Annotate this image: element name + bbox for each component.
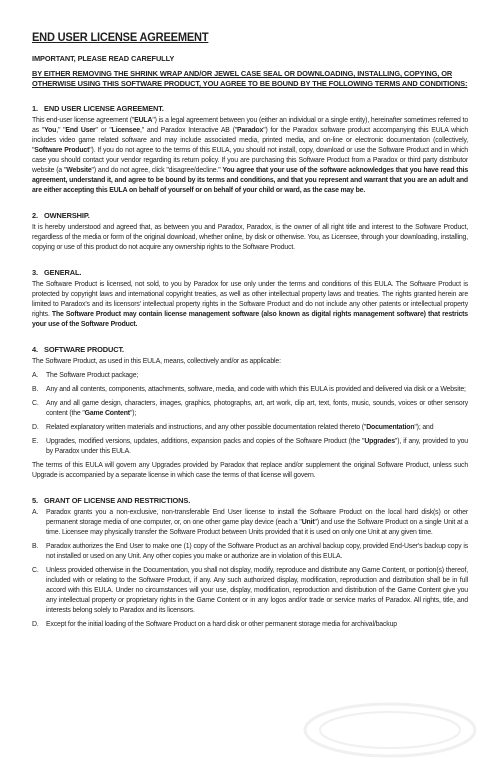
text-run: "); bbox=[129, 410, 137, 417]
defined-term: End User bbox=[65, 127, 96, 134]
item-text: Except for the initial loading of the Software Product on a hard disk or other permanent storage media for archival/backup bbox=[46, 621, 397, 628]
item-text bbox=[46, 423, 468, 433]
item-marker: B. bbox=[32, 543, 39, 550]
section-1 bbox=[32, 104, 468, 196]
defined-term: Documentation bbox=[366, 424, 415, 431]
section-number: 3. bbox=[32, 268, 38, 277]
section-number: 5. bbox=[32, 496, 38, 505]
item-marker: A. bbox=[32, 509, 39, 516]
text-run: ," and Paradox Interactive AB (" bbox=[139, 127, 238, 134]
section-4 bbox=[32, 345, 468, 481]
section-3 bbox=[32, 268, 468, 330]
section-title: OWNERSHIP. bbox=[44, 211, 90, 220]
text-run: ," " bbox=[56, 127, 66, 134]
section-heading bbox=[32, 496, 468, 505]
preamble: BY EITHER REMOVING THE SHRINK WRAP AND/OR JEWEL CASE SEAL OR DOWNLOADING, INSTALLING, COPYING, OR OTHERWISE USING THIS SOFTWARE PRODUCT, YOU AGREE TO BE BOUND BY THE FOLLOWING TERMS AND CONDITIONS: bbox=[32, 69, 468, 88]
text-run: ") for the Paradox software product accompanying this EULA which includes video game related software and may include associated media, printed media, and on-line or electronic documentation (collectively, " bbox=[32, 127, 469, 154]
list-item bbox=[32, 371, 468, 381]
text-run: Related explanatory written materials and instructions, and any other possible documentation related thereto (" bbox=[46, 424, 367, 431]
item-text bbox=[46, 399, 468, 419]
section-title: GENERAL. bbox=[44, 268, 82, 277]
important-notice: IMPORTANT, PLEASE READ CAREFULLY bbox=[32, 54, 175, 63]
section-number: 4. bbox=[32, 345, 38, 354]
item-text: The Software Product package; bbox=[46, 372, 139, 379]
item-marker: E. bbox=[32, 438, 39, 445]
item-text: Paradox authorizes the End User to make one (1) copy of the Software Product as an archival backup copy, provided End-User's backup copy is not installed or used on any Unit. Any other copies you make or authorize are in violation of this EULA. bbox=[46, 543, 468, 560]
text-run: "); and bbox=[414, 424, 434, 431]
section-heading bbox=[32, 211, 468, 220]
list-item bbox=[32, 542, 468, 562]
item-marker: D. bbox=[32, 424, 39, 431]
text-run: Upgrades, modified versions, updates, additions, expansion packs and copies of the Software Product (the " bbox=[46, 438, 365, 445]
text-run: "). If you do not agree to the terms of this EULA, you should not install, copy, download or use the Software Product and in which case you should contact your vendor regarding its return policy. If you are purchasing this Software Product from a Paradox or third party distributor website (a " bbox=[32, 147, 468, 174]
list-item bbox=[32, 437, 468, 457]
list-item bbox=[32, 385, 468, 395]
defined-term: Game Content bbox=[84, 410, 130, 417]
list-item bbox=[32, 423, 468, 433]
defined-term: Unit bbox=[301, 519, 315, 526]
text-run: Any and all game design, characters, images, graphics, photographs, art, art work, clip art, text, fonts, music, sounds, voices or other sensory content (the " bbox=[46, 400, 468, 417]
section-number: 1. bbox=[32, 104, 38, 113]
section-2 bbox=[32, 211, 468, 253]
document-body bbox=[32, 30, 468, 645]
item-marker: C. bbox=[32, 400, 39, 407]
text-run: "), if any, provided to you by Paradox under this EULA. bbox=[46, 438, 468, 455]
item-text: Any and all contents, components, attachments, software, media, and code with which this EULA is provided and delivered via disk or a Website; bbox=[46, 386, 466, 393]
item-text: Unless provided otherwise in the Documentation, you shall not display, modify, reproduce and distribute any Game Content, or portion(s) thereof, included with or relating to the Software Product, if any. Any such authorized display, modification, reproduction and distribution shall be in full accord with this EULA. Under no circumstances will your use, display, modification, reproduction and distribution of the Game Content give you any intellectual property or proprietary rights in the Game Content or in any logos and/or trade or service marks of Paradox. All rights, title, and interests belong solely to Paradox and its licensors. bbox=[46, 567, 468, 614]
section-title: GRANT OF LICENSE AND RESTRICTIONS. bbox=[44, 496, 191, 505]
item-marker: D. bbox=[32, 621, 39, 628]
bold-clause: You agree that your use of the software acknowledges that you have read this agreement, understand it, and agree to be bound by its terms and conditions, and that you represent and warrant that you are an adult and are either accepting this EULA on behalf of yourself or on behalf of your child or ward, as the case may be. bbox=[32, 167, 469, 194]
list-item bbox=[32, 508, 468, 538]
section-title: SOFTWARE PRODUCT. bbox=[44, 345, 125, 354]
item-text bbox=[46, 437, 468, 457]
item-marker: B. bbox=[32, 386, 39, 393]
list-item bbox=[32, 620, 468, 630]
watermark-graphic bbox=[300, 700, 480, 760]
section-closing: The terms of this EULA will govern any Upgrades provided by Paradox that replace and/or supplement the original Software Product, unless such Upgrade is accompanied by a separate license in which case the terms of that license will govern. bbox=[32, 462, 468, 479]
text-run: " or " bbox=[95, 127, 112, 134]
text-run: ") and do not agree, click "disagree/decline." bbox=[91, 167, 223, 174]
section-intro: The Software Product, as used in this EULA, means, collectively and/or as applicable: bbox=[32, 358, 281, 365]
defined-term: Software Product bbox=[34, 147, 90, 154]
section-heading bbox=[32, 104, 468, 113]
defined-term: Website bbox=[66, 167, 92, 174]
text-run: ") and use the Software Product on a single Unit at a time. Licensee may physically transfer the Software Product between Units provided that it is used on only one Unit at any given time. bbox=[46, 519, 468, 536]
text-run: This end-user license agreement (" bbox=[32, 117, 135, 124]
text-run: Paradox grants you a non-exclusive, non-transferable End User license to install the Software Product on the local hard disk(s) or other permanent storage media of one computer, or, on one other game play device (each a " bbox=[46, 509, 468, 526]
defined-term: You bbox=[44, 127, 57, 134]
section-paragraph bbox=[32, 116, 468, 196]
list-item bbox=[32, 566, 468, 616]
defined-term: Upgrades bbox=[364, 438, 395, 445]
section-paragraph: It is hereby understood and agreed that, as between you and Paradox, Paradox, is the owner of all right title and interest to the Software Product, regardless of the media or form of the original download, whether online, by disk or otherwise. You, as Licensee, through your downloading, installing, copying or use of this product do not acquire any ownership rights to the Software Product. bbox=[32, 224, 468, 251]
section-number: 2. bbox=[32, 211, 38, 220]
item-text bbox=[46, 508, 468, 538]
document-title: END USER LICENSE AGREEMENT bbox=[32, 30, 209, 44]
defined-term: EULA bbox=[134, 117, 153, 124]
defined-term: Paradox bbox=[237, 127, 264, 134]
section-heading bbox=[32, 268, 468, 277]
section-5 bbox=[32, 496, 468, 630]
section-heading bbox=[32, 345, 468, 354]
defined-term: Licensee bbox=[111, 127, 140, 134]
bold-clause: The Software Product may contain license management software (also known as digital rights management software) that restricts your use of the Software Product. bbox=[32, 311, 468, 328]
list-item bbox=[32, 399, 468, 419]
section-paragraph bbox=[32, 280, 468, 330]
section-title: END USER LICENSE AGREEMENT. bbox=[44, 104, 164, 113]
item-marker: A. bbox=[32, 372, 39, 379]
item-marker: C. bbox=[32, 567, 39, 574]
text-run: ") is a legal agreement between you (either an individual or a single entity), hereinafter sometimes referred to as " bbox=[32, 117, 469, 134]
text-run: The Software Product is licensed, not sold, to you by Paradox for use only under the terms and conditions of this EULA. The Software Product is protected by copyright laws and international copyright treaties, as well as other intellectual property laws and treaties. The rights granted herein are limited to Paradox's and its licensors' intellectual property rights in the Software Product and do not include any other patents or intellectual property rights. bbox=[32, 281, 468, 318]
